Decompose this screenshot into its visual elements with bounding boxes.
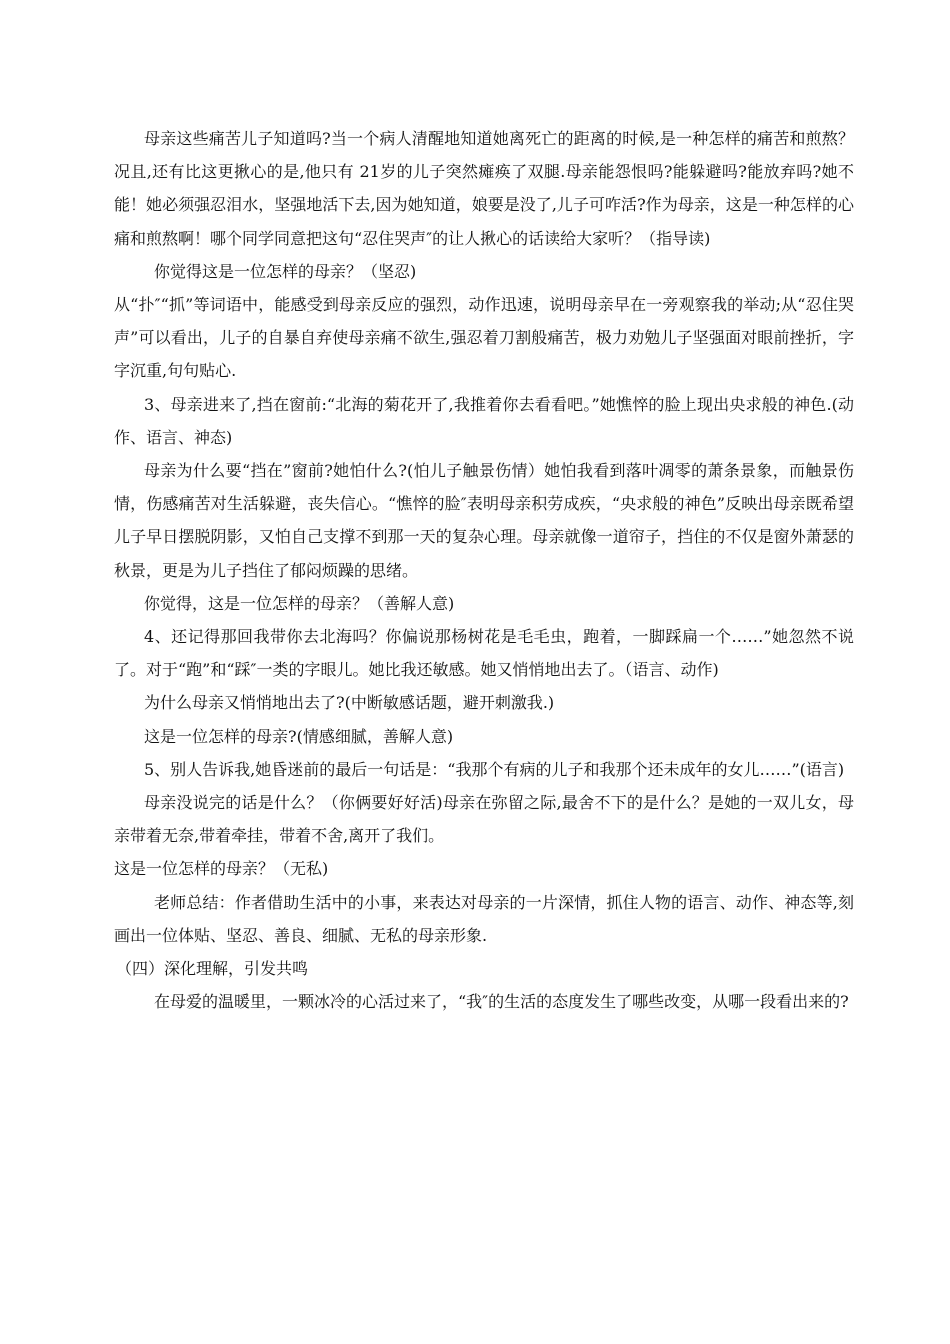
paragraph-question-understanding: 你觉得，这是一位怎样的母亲？（善解人意) [144,593,455,613]
paragraph-mother-suffering: 母亲这些痛苦儿子知道吗?当一个病人清醒地知道她离死亡的距离的时候,是一种怎样的痛苦和煎熬？况且,还有比这更揪心的是,他只有 21岁的儿子突然瘫痪了双腿.母亲能怨恨吗?能躲避吗?能放弃吗?她不能！她必须强忍泪水，坚强地活下去,因为她知道，娘要是没了,儿子可咋活?作为母亲，这是一种怎样的心痛和煎熬啊！哪个同学同意把这句“忍住哭声″的让人揪心的话读给大家听？（指导读) [114,129,854,248]
paragraph-deepen-question: 在母爱的温暖里，一颗冰冷的心活过来了，“我″的生活的态度发生了哪些改变，从哪一段看出来的? [154,992,849,1012]
paragraph-item-5: 5、别人告诉我,她昏迷前的最后一句话是：“我那个有病的儿子和我那个还未成年的女儿……”(语言) [144,759,845,779]
paragraph-question-delicate: 这是一位怎样的母亲?(情感细腻，善解人意) [144,726,454,746]
paragraph-why-left-quietly: 为什么母亲又悄悄地出去了?(中断敏感话题，避开刺激我.) [144,693,555,713]
paragraph-item-3: 3、母亲进来了,挡在窗前:“北海的菊花开了,我推着你去看看吧。”她憔悴的脸上现出央求般的神色.(动作、语言、神态) [114,394,854,447]
document-body [114,122,854,1018]
paragraph-pounce-grab-analysis: 从“扑″“抓”等词语中，能感受到母亲反应的强烈，动作迅速，说明母亲早在一旁观察我的举动;从“忍住哭声”可以看出，儿子的自暴自弃使母亲痛不欲生,强忍着刀割般痛苦，极力劝勉儿子坚强面对眼前挫折，字字沉重,句句贴心. [114,295,854,381]
paragraph-question-resilient: 你觉得这是一位怎样的母亲？（坚忍) [154,261,417,281]
paragraph-teacher-summary: 老师总结：作者借助生活中的小事，来表达对母亲的一片深情，抓住人物的语言、动作、神态等,刻画出一位体贴、坚忍、善良、细腻、无私的母亲形象. [114,892,854,945]
paragraph-item-4: 4、还记得那回我带你去北海吗？你偏说那杨树花是毛毛虫，跑着，一脚踩扁一个……”她忽然不说了。对于“跑”和“踩″一类的字眼儿。她比我还敏感。她又悄悄地出去了。（语言、动作) [114,627,854,680]
paragraph-question-selfless: 这是一位怎样的母亲？（无私) [114,859,329,879]
paragraph-unfinished-words: 母亲没说完的话是什么？（你俩要好好活)母亲在弥留之际,最舍不下的是什么？是她的一双儿女，母亲带着无奈,带着牵挂，带着不舍,离开了我们。 [114,793,854,846]
paragraph-block-window-analysis: 母亲为什么要“挡在”窗前?她怕什么?(怕儿子触景伤情）她怕我看到落叶凋零的萧条景象，而触景伤情，伤感痛苦对生活躲避，丧失信心。“憔悴的脸″表明母亲积劳成疾，“央求般的神色”反映出母亲既希望儿子早日摆脱阴影，又怕自己支撑不到那一天的复杂心理。母亲就像一道帘子，挡住的不仅是窗外萧瑟的秋景，更是为儿子挡住了郁闷烦躁的思绪。 [114,461,854,580]
section-heading-4: （四）深化理解，引发共鸣 [116,959,309,979]
